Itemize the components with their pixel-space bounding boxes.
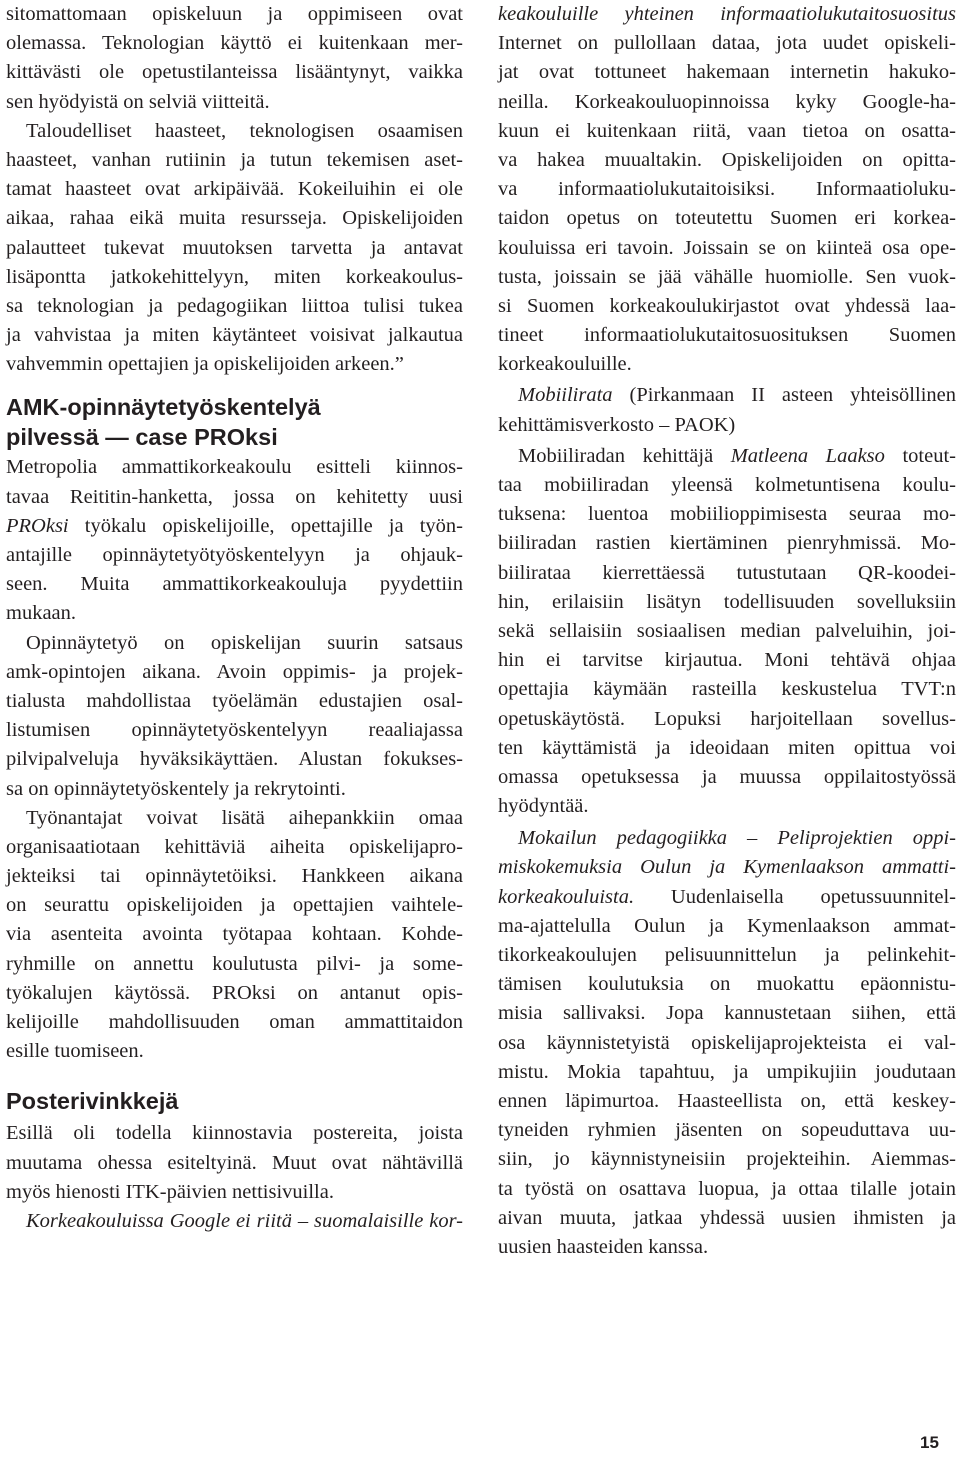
text-line: kelijoille mahdollisuuden oman ammattitaidon bbox=[6, 1011, 463, 1033]
text-fragment: Mobiiliradan kehittäjä bbox=[518, 444, 731, 467]
text-line: neilla. Korkeakouluopinnoissa kyky Google-ha- bbox=[498, 90, 956, 113]
text-line: työkalujen käytössä. PROksi on antanut opis- bbox=[6, 981, 463, 1004]
text-line: tämisen koulutuksia on muokattu epäonnistu- bbox=[498, 973, 956, 996]
poster-title: Mobiilirata bbox=[518, 384, 613, 407]
text-line: Opinnäytetyö on opiskelijan suurin satsaus bbox=[26, 631, 463, 654]
text-line: organisaatiotaan kehittäviä aiheita opiskelijapro- bbox=[6, 835, 463, 858]
text-line: Internet on pullollaan dataa, jota uudet opiskeli- bbox=[498, 32, 956, 55]
paragraph bbox=[6, 629, 463, 804]
text-line: hyödyntää. bbox=[498, 795, 589, 818]
text-line: va informaatiolukutaitoisiksi. Informaatioluku- bbox=[498, 178, 956, 201]
text-line: mukaan. bbox=[6, 602, 77, 625]
paragraph bbox=[498, 824, 956, 1262]
text-line: myös hienosti ITK-päivien nettisivuilla. bbox=[6, 1180, 334, 1203]
text-line: biilirataa kierrettäessä tutustutaan QR-koodei- bbox=[498, 561, 956, 584]
text-line: biiliradan rastien kiertäminen pienryhmissä. Mo- bbox=[498, 532, 956, 555]
text-line: kouluissa eri tavoin. Joissain se on kiinteä osa ope- bbox=[498, 236, 956, 259]
text-line: ta työstä on osattava luopua, ja ottaa tilalle jotain bbox=[498, 1177, 956, 1200]
text-line: jat ovat tottuneet hakemaan internetin hakuko- bbox=[498, 61, 956, 84]
paragraph bbox=[498, 0, 956, 379]
text-line: antajille opinnäytetyötyöskentelyyn ja ohjauk- bbox=[6, 544, 463, 566]
section-heading bbox=[6, 392, 463, 452]
italic-term: PROksi bbox=[6, 514, 69, 537]
paragraph bbox=[498, 381, 956, 439]
text-line: kittävästi ole opetustilanteissa lisääntynyt, vaikka bbox=[6, 61, 463, 84]
text-line: seen. Muita ammattikorkeakouluja pyydettiin bbox=[6, 573, 463, 596]
poster-title: korkeakouluista. bbox=[498, 885, 635, 908]
text-line: opettajia käymään rasteilla keskustelua TVT:n bbox=[498, 678, 956, 701]
text-line: tyneiden ryhmien jäsenten on sopeuduttava uu- bbox=[498, 1119, 956, 1142]
text-line: uusien haasteiden kanssa. bbox=[498, 1235, 709, 1258]
text-line: tialusta mahdollistaa työelämän edustajien osal- bbox=[6, 689, 463, 712]
text-line: tikorkeakoulujen pelisuunnittelun ja pelinkehit- bbox=[498, 944, 956, 966]
text-line: omassa opetuksessa ja muussa oppilaitostyössä bbox=[498, 765, 956, 788]
heading-line: pilvessä — case PROksi bbox=[6, 424, 278, 451]
text-line: Metropolia ammattikorkeakoulu esitteli kiinnos- bbox=[6, 456, 463, 479]
text-line: sen hyödyistä on selviä viitteitä. bbox=[6, 90, 270, 113]
text-line: esille tuomiseen. bbox=[6, 1040, 144, 1063]
text-line: tavaa Reititin-hanketta, jossa on kehitetty uusi bbox=[6, 485, 463, 508]
text-line: taidon opetus on toteutettu Suomen eri korkea- bbox=[498, 207, 956, 230]
text-line: mistu. Mokia tapahtuu, ja umpikujiin joudutaan bbox=[498, 1060, 956, 1083]
right-column bbox=[498, 0, 956, 1262]
poster-title-line: Korkeakouluissa Google ei riitä – suomalaisille kor- bbox=[26, 1209, 463, 1232]
text-line: aikaa, rahaa eikä muita resursseja. Opiskelijoiden bbox=[6, 207, 463, 230]
text-line: sa teknologian ja pedagogiikan liittoa tulisi tukea bbox=[6, 294, 463, 317]
text-line: hin, erilaisiin lisätyn todellisuuden sovelluksiin bbox=[498, 590, 956, 613]
text-line: taa mobiiliradan yleensä kolmetuntisena koulu- bbox=[498, 474, 956, 496]
paragraph bbox=[6, 1119, 463, 1207]
text-line: sitomattomaan opiskeluun ja oppimiseen ovat bbox=[6, 3, 463, 25]
poster-title-line: Mokailun pedagogiikka – Peliprojektien oppi- bbox=[518, 827, 956, 850]
person-name: Matleena Laakso bbox=[730, 444, 885, 467]
text-line: pilvipalveluja hyväksikäyttäen. Alustan fokukses- bbox=[6, 748, 463, 771]
text-line: lisäpontta jatkokehittelyyn, miten korkeakoulus- bbox=[6, 265, 463, 288]
text-line: misia sallivaksi. Jopa kannustetaan siihen, että bbox=[498, 1002, 956, 1025]
text-line: Esillä oli todella kiinnostavia postereita, joista bbox=[6, 1122, 463, 1145]
paragraph bbox=[498, 442, 956, 821]
text-line: korkeakouluille. bbox=[498, 353, 632, 376]
section-heading: Posterivinkkejä bbox=[6, 1088, 179, 1115]
text-line: on seurattu opiskelijoiden ja opettajien vaihtele- bbox=[6, 894, 463, 917]
text-line: tamat haasteet ovat arkipäivää. Kokeiluihin ei ole bbox=[6, 178, 463, 201]
text-line: tineet informaatiolukutaitosuosituksen Suomen bbox=[498, 324, 956, 347]
text-fragment: toteut- bbox=[884, 444, 956, 467]
text-line: sa on opinnäytetyöskentely ja rekrytointi. bbox=[6, 777, 346, 800]
text-line: tusta, joissain se jää vähälle huomiolle. Sen vuok- bbox=[498, 265, 956, 288]
paragraph bbox=[6, 0, 463, 117]
text-line: aivan muuta, jatkaa yhdessä uusien ihmisten ja bbox=[498, 1206, 956, 1229]
text-line: ten käyttämistä ja ideoidaan miten opittua voi bbox=[498, 736, 956, 759]
text-fragment: työkalu opiskelijoille, opettajille ja työn- bbox=[84, 514, 463, 537]
text-fragment: (Pirkanmaan II asteen yhteisöllinen bbox=[612, 384, 956, 407]
text-line: sekä sellaisiin sosiaalisen median palveluihin, joi- bbox=[498, 619, 956, 642]
text-line: palautteet tukevat muutoksen tarvetta ja antavat bbox=[6, 236, 463, 259]
paragraph bbox=[6, 453, 463, 628]
text-line: opetuskäytöstä. Lopuksi harjoitellaan sovellus- bbox=[498, 707, 956, 730]
text-line: kuun ei kuitenkaan riitä, vaan tietoa on osatta- bbox=[498, 119, 956, 142]
poster-title-line: keakouluille yhteinen informaatiolukutaitosuositus bbox=[498, 3, 956, 25]
text-line: hin ei tarvitse kirjautua. Moni tehtävä ohjaa bbox=[498, 649, 956, 672]
text-line: kehittämisverkosto – PAOK) bbox=[498, 413, 736, 436]
text-line: Työnantajat voivat lisätä aihepankkiin omaa bbox=[26, 806, 463, 829]
poster-title-line: miskokemuksia Oulun ja Kymenlaakson ammatti- bbox=[498, 856, 956, 879]
text-fragment: Uudenlaisella opetussuunnitel- bbox=[634, 885, 956, 908]
text-line: olemassa. Teknologian käyttö ei kuitenkaan mer- bbox=[6, 32, 463, 55]
paragraph bbox=[6, 117, 463, 380]
text-line: siin, jo käynnistyneisiin projekteihin. Aiemmas- bbox=[498, 1148, 956, 1171]
text-line: osa käynnistetyistä opiskelijaprojekteista ei val- bbox=[498, 1031, 956, 1054]
heading-line: AMK-opinnäytetyöskentelyä bbox=[6, 394, 321, 421]
text-line: ma-ajattelulla Oulun ja Kymenlaakson ammat- bbox=[498, 914, 956, 937]
text-line: jekteiksi tai opinnäytetöiksi. Hankkeen aikana bbox=[6, 865, 463, 888]
text-line: listumisen opinnäytetyöskentelyyn reaaliajassa bbox=[6, 719, 463, 742]
text-line bbox=[498, 883, 956, 912]
text-line: ennen läpimurtoa. Haasteellista on, että keskey- bbox=[498, 1089, 956, 1112]
text-line: muutama ohessa esiteltyinä. Muut ovat nähtävillä bbox=[6, 1151, 463, 1174]
paragraph bbox=[6, 804, 463, 1067]
text-line bbox=[6, 512, 463, 541]
page-number: 15 bbox=[920, 1433, 939, 1452]
text-line: haasteet, vanhan rutiinin ja tutun tekemisen aset- bbox=[6, 148, 463, 171]
left-column bbox=[6, 0, 463, 1236]
text-line: va hakea muualtakin. Opiskelijoiden on opitta- bbox=[498, 148, 956, 171]
text-line bbox=[498, 442, 956, 471]
text-line: amk-opintojen aikana. Avoin oppimis- ja projek- bbox=[6, 660, 463, 683]
text-line bbox=[498, 381, 956, 410]
text-line: vahvemmin opettajien ja opiskelijoiden arkeen.” bbox=[6, 353, 404, 376]
text-line: Taloudelliset haasteet, teknologisen osaamisen bbox=[26, 119, 463, 142]
text-line: ja vahvistaa ja miten käytänteet voisivat jalkautua bbox=[6, 324, 463, 347]
text-line: si Suomen korkeakoulukirjastot ovat yhdessä laa- bbox=[498, 294, 956, 317]
text-line: via asenteita avointa työtapaa kohtaan. Kohde- bbox=[6, 923, 463, 946]
text-line: ryhmille on annettu koulutusta pilvi- ja some- bbox=[6, 952, 463, 975]
text-line: tuksena: luentoa mobiilioppimisesta seuraa mo- bbox=[498, 503, 956, 526]
